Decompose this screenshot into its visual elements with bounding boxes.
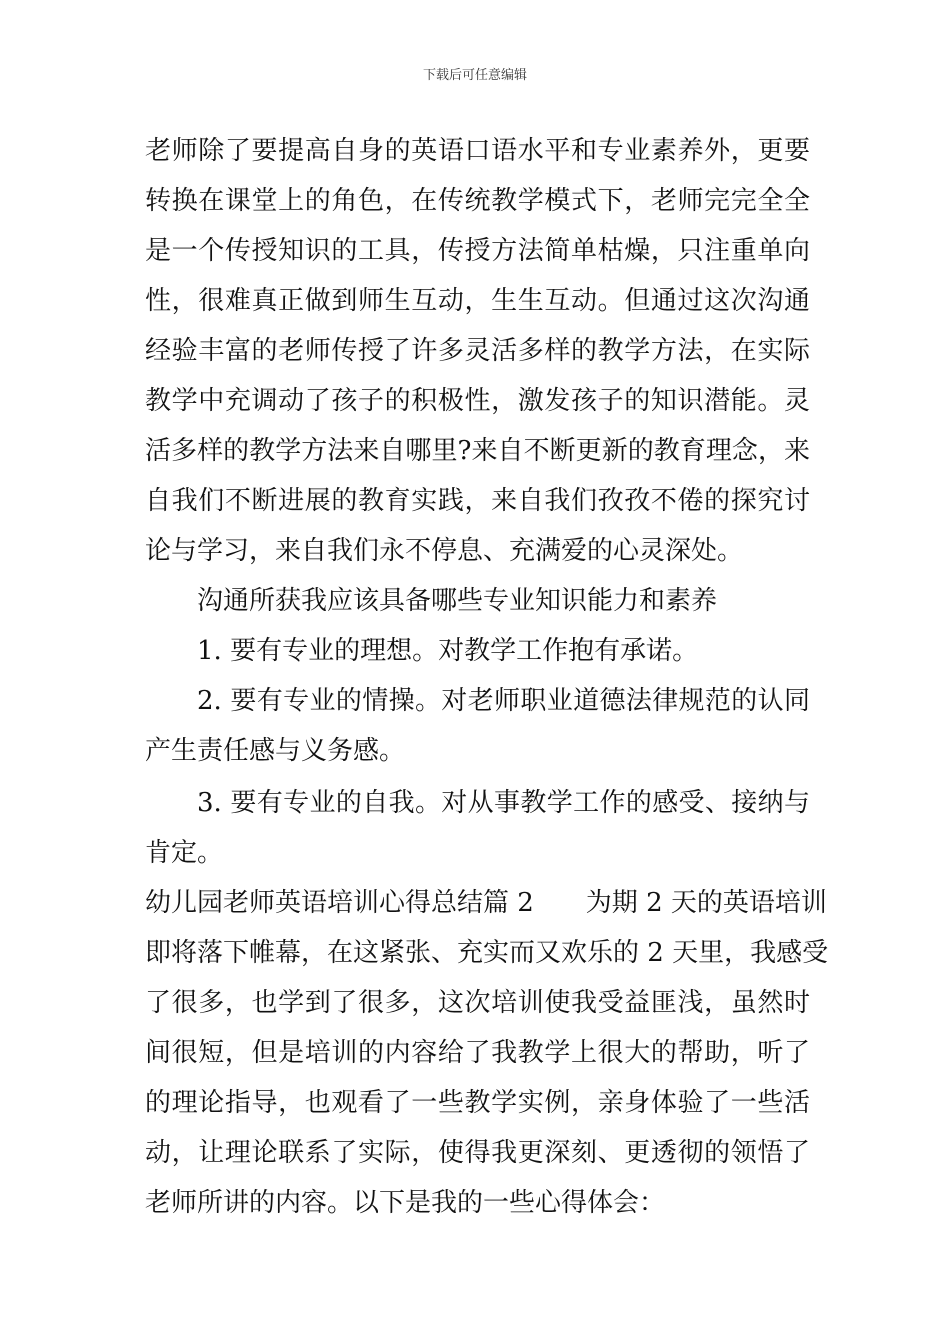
text-line: 的理论指导，也观看了一些教学实例，亲身体验了一些活 (145, 1088, 810, 1118)
text-line: 间很短，但是培训的内容给了我教学上很大的帮助，听了 (145, 1038, 810, 1068)
text-line: 动，让理论联系了实际，使得我更深刻、更透彻的领悟了 (145, 1138, 810, 1168)
text-line: 自我们不断进展的教育实践，来自我们孜孜不倦的探究讨 (145, 486, 810, 516)
list-item-3-continuation: 肯定。 (145, 838, 224, 868)
text-line: 教学中充调动了孩子的积极性，激发孩子的知识潜能。灵 (145, 386, 810, 416)
list-item-2: 2. 要有专业的情操。对老师职业道德法律规范的认同 (197, 686, 810, 716)
section-heading: 沟通所获我应该具备哪些专业知识能力和素养 (197, 586, 718, 616)
page-header: 下载后可任意编辑 (422, 68, 527, 83)
article-title-line: 幼儿园老师英语培训心得总结篇 2 为期 2 天的英语培训 (145, 888, 827, 918)
text-line: 了很多，也学到了很多，这次培训使我受益匪浅，虽然时 (145, 988, 810, 1018)
text-line: 老师除了要提高自身的英语口语水平和专业素养外，更要 (145, 136, 810, 166)
text-line: 即将落下帷幕，在这紧张、充实而又欢乐的 2 天里，我感受 (145, 938, 829, 968)
text-line: 论与学习，来自我们永不停息、充满爱的心灵深处。 (145, 536, 744, 566)
text-line: 性，很难真正做到师生互动，生生互动。但通过这次沟通 (145, 286, 810, 316)
list-item-3: 3. 要有专业的自我。对从事教学工作的感受、接纳与 (197, 788, 810, 818)
document-body (145, 126, 829, 1228)
text-line: 活多样的教学方法来自哪里?来自不断更新的教育理念，来 (145, 436, 810, 466)
text-line: 老师所讲的内容。以下是我的一些心得体会： (145, 1188, 666, 1218)
list-item-1: 1. 要有专业的理想。对教学工作抱有承诺。 (197, 636, 699, 666)
text-line: 经验丰富的老师传授了许多灵活多样的教学方法，在实际 (145, 336, 810, 366)
text-line: 转换在课堂上的角色，在传统教学模式下，老师完完全全 (145, 186, 810, 216)
text-line: 是一个传授知识的工具，传授方法简单枯燥，只注重单向 (145, 236, 810, 266)
list-item-2-continuation: 产生责任感与义务感。 (145, 736, 406, 766)
